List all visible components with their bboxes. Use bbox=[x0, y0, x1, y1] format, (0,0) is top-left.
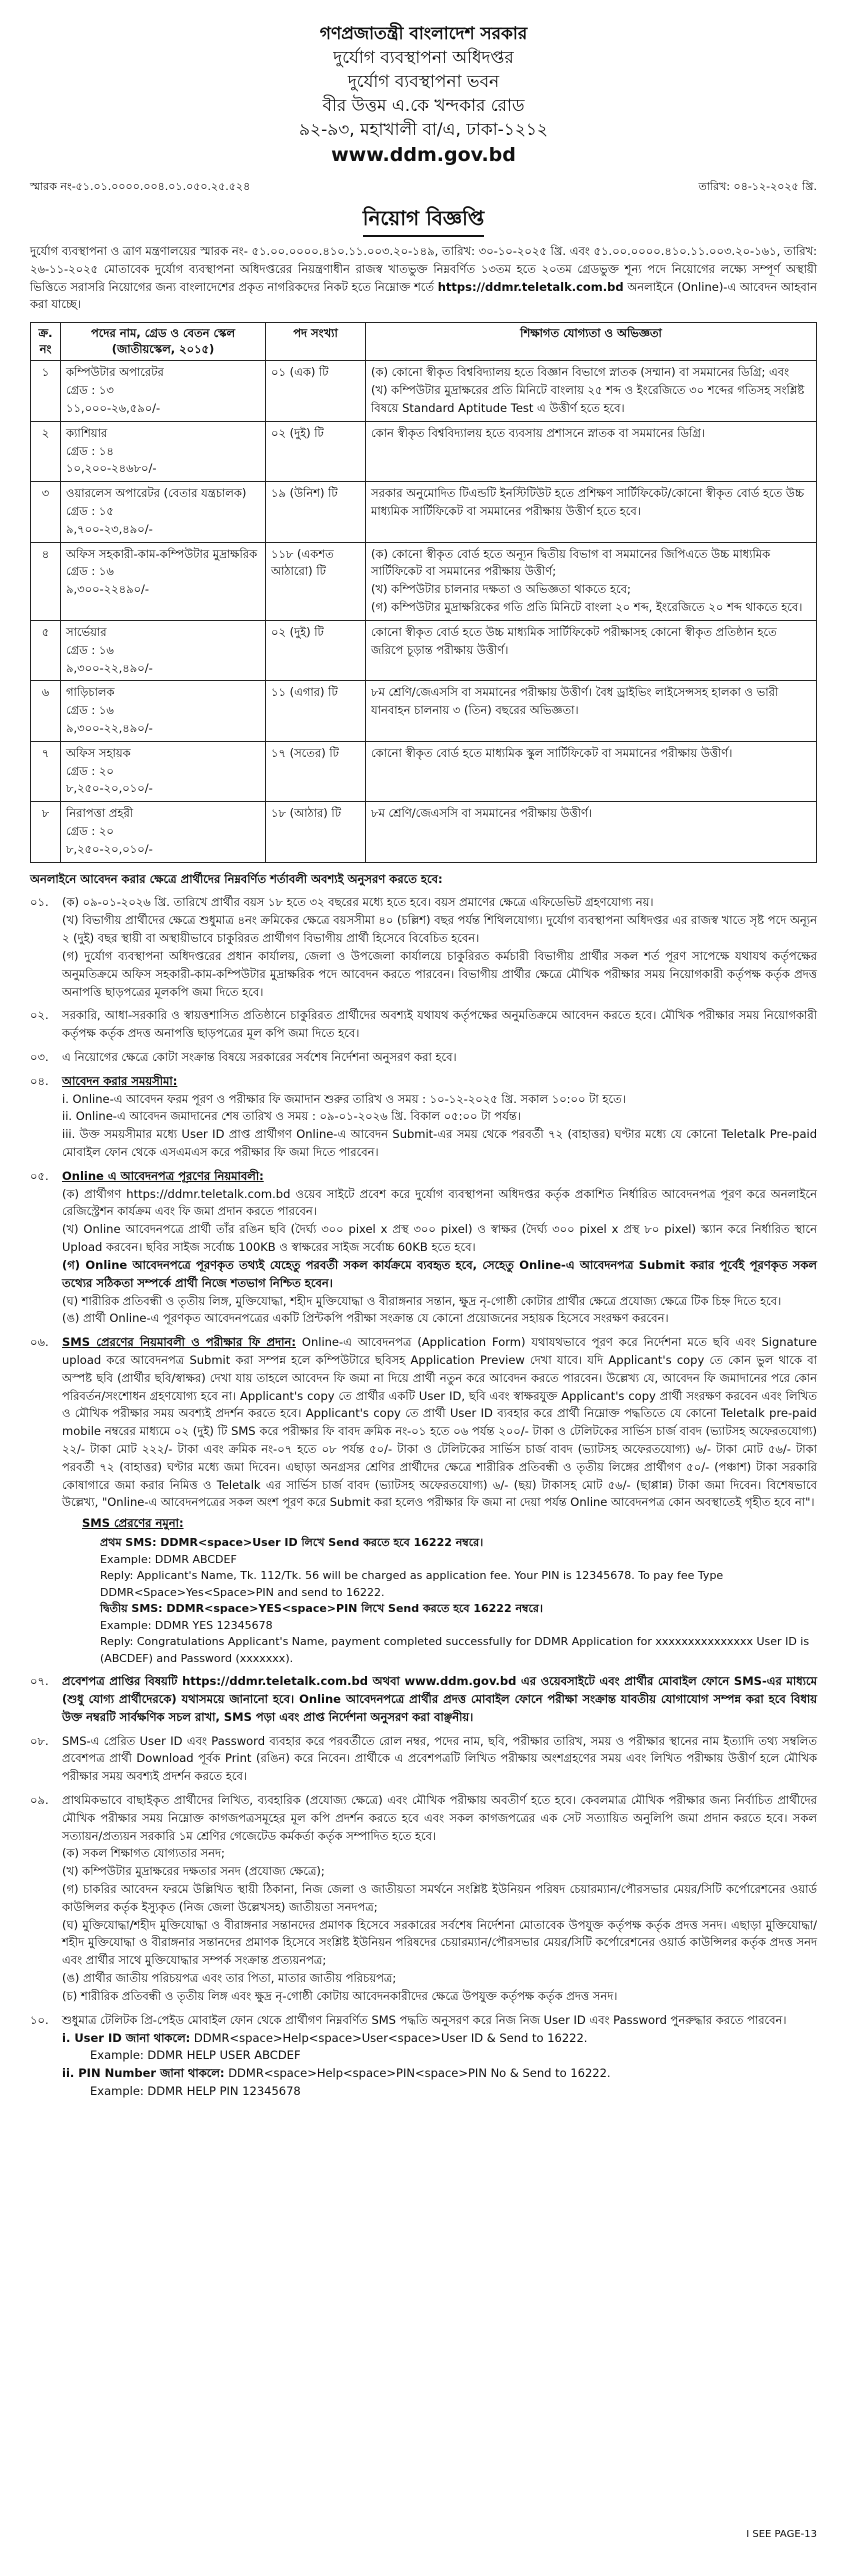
qual-line: (ক) কোনো স্বীকৃত বোর্ড হতে অন্যূন দ্বিতীয় বিভাগ বা সমমানের জিপিএতে উচ্চ মাধ্যমিক সার্টিফিকেট বা সমমানের পরীক্ষায় উত্তীর্ণ; bbox=[371, 546, 771, 579]
row-post bbox=[61, 421, 266, 481]
notice-title: নিয়োগ বিজ্ঞপ্তি bbox=[363, 203, 485, 237]
row-post bbox=[61, 482, 266, 542]
row-qualification bbox=[366, 421, 817, 481]
post-scale: ৮,২৫০-২০,০১০/- bbox=[66, 781, 153, 796]
condition-08 bbox=[30, 1733, 817, 1786]
condition-07 bbox=[30, 1673, 817, 1726]
header-road: বীর উত্তম এ.কে খন্দকার রোড bbox=[322, 96, 525, 116]
condition-sub: (খ) কম্পিউটার মুদ্রাক্ষরের দক্ষতার সনদ (প্রযোজ্য ক্ষেত্রে); bbox=[62, 1864, 325, 1879]
sms-first-text: DDMR<space>User ID লিখে Send করতে হবে 16222 নম্বরে। bbox=[156, 1536, 484, 1550]
recover-user-id-example: Example: DDMR HELP USER ABCDEF bbox=[90, 2048, 301, 2063]
post-name: কম্পিউটার অপারেটর bbox=[66, 365, 164, 380]
row-serial: ৬ bbox=[31, 681, 61, 741]
table-row bbox=[31, 361, 817, 421]
col-header-post: পদের নাম, গ্রেড ও বেতন স্কেল (জাতীয়স্কেল, ২০১৫) bbox=[61, 323, 266, 361]
post-scale: ১১,০০০-২৬,৫৯০/- bbox=[66, 400, 161, 415]
condition-number: ০৩. bbox=[30, 1049, 49, 1064]
intro-paragraph bbox=[30, 243, 817, 314]
condition-number: ০১. bbox=[30, 895, 49, 910]
condition-sub: (ঘ) শারীরিক প্রতিবন্ধী ও তৃতীয় লিঙ্গ, মুক্তিযোদ্ধা, শহীদ মুক্তিযোদ্ধা ও বীরাঙ্গনার সন্তান, ক্ষুদ্র নৃ-গোষ্ঠী কোটার প্রার্থীর ক্ষেত্রে প্রযোজ্য ক্ষেত্রে টিক চিহ্ন দিতে হবে। bbox=[62, 1293, 782, 1308]
qual-line: (খ) কম্পিউটার মুদ্রাক্ষরের প্রতি মিনিটে বাংলায় ২৫ শব্দ ও ইংরেজিতে ৩০ শব্দের গতিসহ সংশ্লিষ্ট বিষয়ে Standard Aptitude Test এ উত্তীর্ণ হতে হবে। bbox=[371, 383, 805, 415]
condition-number: ০৮. bbox=[30, 1733, 49, 1748]
post-scale: ১০,২০০-২৪৬৮০/- bbox=[66, 461, 157, 476]
recover-pin-label: ii. PIN Number জানা থাকলে: bbox=[62, 2066, 225, 2081]
condition-sub: (ক) ০৯-০১-২০২৬ খ্রি. তারিখে প্রার্থীর বয়স ১৮ হতে ৩২ বছরের মধ্যে হতে হবে। বয়স প্রমাণের ক্ষেত্রে এফিডেভিট গ্রহণযোগ্য নয়। bbox=[62, 895, 654, 910]
condition-02 bbox=[30, 1007, 817, 1043]
post-name: সার্ভেয়ার bbox=[66, 624, 107, 639]
qual-line: কোনো স্বীকৃত বোর্ড হতে মাধ্যমিক স্কুল সার্টিফিকেট বা সমমানের পরীক্ষায় উত্তীর্ণ। bbox=[371, 745, 733, 760]
condition-number: ০৬. bbox=[30, 1335, 49, 1350]
condition-body: এ নিয়োগের ক্ষেত্রে কোটা সংক্রান্ত বিষয়ে সরকারের সর্বশেষ নির্দেশনা অনুসরণ করা হবে। bbox=[62, 1049, 457, 1064]
intro-text-post: অনলাইনে (Online)-এ আবেদন আহবান করা যাচ্ছে। bbox=[30, 279, 817, 312]
post-grade: গ্রেড : ১৬ bbox=[66, 642, 114, 657]
table-header-row bbox=[31, 323, 817, 361]
condition-body: SMS-এ প্রেরিত User ID এবং Password ব্যবহার করে পরবর্তীতে রোল নম্বর, পদের নাম, ছবি, পরীক্ষার তারিখ, সময় ও পরীক্ষার স্থানের নাম ইত্যাদি তথ্য সম্বলিত প্রবেশপত্র প্রার্থী Download পূর্বক Print (রঙিন) করে নিবেন। প্রার্থীকে এ প্রবেশপত্রটি লিখিত পরীক্ষায় অংশগ্রহণের সময় এবং লিখিত পরীক্ষায় উত্তীর্ণ হলে মৌখিক পরীক্ষার সময় অবশ্যই প্রদর্শন করতে হবে। bbox=[62, 1733, 817, 1784]
col-header-qualification: শিক্ষাগত যোগ্যতা ও অভিজ্ঞতা bbox=[366, 323, 817, 361]
condition-body bbox=[62, 1792, 817, 2006]
row-count: ০২ (দুই) টি bbox=[266, 421, 366, 481]
condition-number: ০৫. bbox=[30, 1168, 49, 1183]
condition-06 bbox=[30, 1334, 817, 1512]
recover-user-id-label: i. User ID জানা থাকলে: bbox=[62, 2030, 191, 2045]
letterhead bbox=[30, 22, 817, 168]
post-grade: গ্রেড : ১৪ bbox=[66, 443, 114, 458]
row-qualification bbox=[366, 542, 817, 620]
row-count: ১৮ (আঠার) টি bbox=[266, 802, 366, 862]
row-qualification bbox=[366, 620, 817, 680]
condition-sub: (ক) সকল শিক্ষাগত যোগ্যতার সনদ; bbox=[62, 1846, 225, 1861]
row-serial: ২ bbox=[31, 421, 61, 481]
recover-pin-example: Example: DDMR HELP PIN 12345678 bbox=[90, 2083, 301, 2098]
post-name: নিরাপত্তা প্রহরী bbox=[66, 806, 134, 821]
online-rules-heading: Online এ আবেদনপত্র পূরণের নিয়মাবলী: bbox=[62, 1168, 264, 1183]
col-header-serial: ক্র. নং bbox=[31, 323, 61, 361]
row-serial: ৭ bbox=[31, 741, 61, 801]
row-count: ১৯ (উনিশ) টি bbox=[266, 482, 366, 542]
condition-number: ০২. bbox=[30, 1008, 49, 1023]
post-grade: গ্রেড : ১৬ bbox=[66, 564, 114, 579]
post-scale: ৯,৩০০-২২,৪৯০/- bbox=[66, 720, 153, 735]
condition-10 bbox=[30, 2012, 817, 2101]
deadline-heading: আবেদন করার সময়সীমা: bbox=[62, 1073, 178, 1088]
sms-second-label: দ্বিতীয় SMS: bbox=[100, 1602, 163, 1616]
row-qualification bbox=[366, 741, 817, 801]
qual-line: ৮ম শ্রেণি/জেএসসি বা সমমানের পরীক্ষায় উত্তীর্ণ। bbox=[371, 806, 593, 821]
post-scale: ৯,৩০০-২২,৪৯০/- bbox=[66, 660, 153, 675]
row-serial: ৩ bbox=[31, 482, 61, 542]
posts-table bbox=[30, 322, 817, 862]
condition-sub: i. Online-এ আবেদন ফরম পূরণ ও পরীক্ষার ফি জমাদান শুরুর তারিখ ও সময় : ১০-১২-২০২৫ খ্রি. সকাল ১০:০০ টা হতে। bbox=[62, 1091, 626, 1106]
condition-sub: (ঘ) মুক্তিযোদ্ধা/শহীদ মুক্তিযোদ্ধা ও বীরাঙ্গনার সন্তানদের প্রমাণক হিসেবে সরকারের সর্বশেষ নির্দেশনা মোতাবেক উপযুক্ত কর্তৃপক্ষ কর্তৃক প্রদত্ত সনদ। এছাড়া মুক্তিযোদ্ধা/শহীদ মুক্তিযোদ্ধা ও বীরাঙ্গনার সন্তানদের প্রমাণক হিসেবে সংশ্লিষ্ট ইউনিয়ন পরিষদের চেয়ারম্যান/পৌরসভার মেয়র/সিটি কর্পোরেশনের ওয়ার্ড কাউন্সিলর কর্তৃক প্রদত্ত সনদ এবং প্রার্থীর সাথে মুক্তিযোদ্ধার সম্পর্ক সংক্রান্ত প্রত্যয়নপত্র; bbox=[62, 1917, 817, 1968]
post-name: অফিস সহকারী-কাম-কম্পিউটার মুদ্রাক্ষরিক bbox=[66, 546, 258, 561]
condition-01 bbox=[30, 894, 817, 1001]
sms-rules-heading: SMS প্রেরণের নিয়মাবলী ও পরীক্ষার ফি প্রদান: bbox=[62, 1335, 296, 1350]
header-government: গণপ্রজাতন্ত্রী বাংলাদেশ সরকার bbox=[319, 24, 528, 44]
condition-body bbox=[62, 1168, 817, 1328]
condition-number: ০৭. bbox=[30, 1674, 49, 1689]
qual-line: (গ) কম্পিউটার মুদ্রাক্ষরিকের গতি প্রতি মিনিটে বাংলা ২০ শব্দ, ইংরেজিতে ২০ শব্দ থাকতে হবে। bbox=[371, 600, 803, 615]
condition-text: শুধুমাত্র টেলিটক প্রি-পেইড মোবাইল ফোন থেকে প্রার্থীগণ নিম্নবর্ণিত SMS পদ্ধতি অনুসরণ করে নিজ নিজ User ID এবং Password পুনরুদ্ধার করতে পারবেন। bbox=[62, 2012, 787, 2027]
col-header-count: পদ সংখ্যা bbox=[266, 323, 366, 361]
condition-05 bbox=[30, 1168, 817, 1328]
condition-number: ১০. bbox=[30, 2012, 49, 2027]
qual-line: কোন স্বীকৃত বিশ্ববিদ্যালয় হতে ব্যবসায় প্রশাসনে স্নাতক বা সমমানের ডিগ্রি। bbox=[371, 425, 706, 440]
condition-sub: ii. Online-এ আবেদন জমাদানের শেষ তারিখ ও সময় : ০৯-০১-২০২৬ খ্রি. বিকাল ০৫:০০ টা পর্যন্ত। bbox=[62, 1109, 521, 1124]
table-row bbox=[31, 741, 817, 801]
row-post bbox=[61, 802, 266, 862]
row-post bbox=[61, 681, 266, 741]
recover-pin bbox=[62, 2065, 817, 2083]
row-count: ০১ (এক) টি bbox=[266, 361, 366, 421]
table-row bbox=[31, 802, 817, 862]
see-page-note: I SEE PAGE-13 bbox=[746, 2528, 817, 2540]
header-department: দুর্যোগ ব্যবস্থাপনা অধিদপ্তর bbox=[333, 48, 514, 68]
condition-sub: (চ) শারীরিক প্রতিবন্ধী ও তৃতীয় লিঙ্গ এবং ক্ষুদ্র নৃ-গোষ্ঠী কোটায় আবেদনকারীদের ক্ষেত্রে উপযুক্ত কর্তৃপক্ষ কর্তৃক প্রদত্ত সনদ। bbox=[62, 1988, 618, 2003]
condition-sub: (গ) দুর্যোগ ব্যবস্থাপনা অধিদপ্তরের প্রধান কার্যালয়, জেলা ও উপজেলা কার্যালয়ে চাকুরিরত কর্মচারী বিভাগীয় প্রার্থীর সকল শর্ত পূরণ সাপেক্ষে যথাযথ কর্তৃপক্ষের অনুমতিক্রমে অফিস সহকারী-কাম-কম্পিউটার মুদ্রাক্ষরিক পদে আবেদন করতে পারবেন। বিভাগীয় প্রার্থীর ক্ষেত্রে মৌখিক পরীক্ষার সময় নিয়োগকারী কর্তৃপক্ষ কর্তৃক প্রদত্ত অনাপত্তি ছাড়পত্রের মূলকপি জমা দিতে হবে। bbox=[62, 948, 817, 999]
condition-body bbox=[62, 1334, 817, 1512]
recover-user-id bbox=[62, 2030, 817, 2048]
row-count: ১১৮ (একশত আঠারো) টি bbox=[266, 542, 366, 620]
table-row bbox=[31, 482, 817, 542]
row-qualification bbox=[366, 482, 817, 542]
qual-line: (খ) কম্পিউটার চালনার দক্ষতা ও অভিজ্ঞতা থাকতে হবে; bbox=[371, 582, 631, 597]
row-qualification bbox=[366, 361, 817, 421]
qual-line: সরকার অনুমোদিত টিএন্ডটি ইনস্টিটিউট হতে প্রশিক্ষণ সার্টিফিকেট/কোনো স্বীকৃত বোর্ড হতে উচ্চ মাধ্যমিক সার্টিফিকেট বা সমমানের পরীক্ষায় উত্তীর্ণ হতে হবে। bbox=[371, 486, 805, 519]
title-wrap bbox=[30, 203, 817, 237]
sms-sample-block bbox=[100, 1535, 817, 1667]
condition-sub: (খ) বিভাগীয় প্রার্থীদের ক্ষেত্রে শুধুমাত্র ৪নং ক্রমিকের ক্ষেত্রে বয়সসীমা ৪০ (চল্লিশ) বছর পর্যন্ত শিথিলযোগ্য। দুর্যোগ ব্যবস্থাপনা অধিদপ্তর এর রাজস্ব খাতে সৃষ্ট পদে অন্যূন ২ (দুই) বছর স্থায়ী বা অস্থায়ীভাবে চাকুরিরত প্রার্থীগণ বিভাগীয় প্রার্থী হিসেবে বিবেচিত হবেন। bbox=[62, 913, 817, 946]
post-name: ওয়ারলেস অপারেটর (বেতার যন্ত্রচালক) bbox=[66, 486, 247, 501]
row-serial: ১ bbox=[31, 361, 61, 421]
recover-pin-text: DDMR<space>Help<space>PIN<space>PIN No & Send to 16222. bbox=[224, 2066, 611, 2081]
condition-body bbox=[62, 2012, 817, 2101]
condition-03 bbox=[30, 1049, 817, 1067]
sms-example-1: Example: DDMR ABCDEF bbox=[100, 1552, 237, 1566]
condition-04 bbox=[30, 1073, 817, 1162]
memo-number: স্মারক নং-৫১.০১.০০০০.০০৪.০১.০৫০.২৫.৫২৪ bbox=[30, 180, 251, 193]
conditions-heading: অনলাইনে আবেদন করার ক্ষেত্রে প্রার্থীদের নিম্নবর্ণিত শর্তাবলী অবশ্যই অনুসরণ করতে হবে: bbox=[30, 871, 443, 886]
condition-body bbox=[62, 1073, 817, 1162]
header-building: দুর্যোগ ব্যবস্থাপনা ভবন bbox=[347, 72, 500, 92]
condition-number: ০৪. bbox=[30, 1073, 49, 1088]
condition-sub: (গ) চাকরির আবেদন ফরমে উল্লিখিত স্থায়ী ঠিকানা, নিজ জেলা ও জাতীয়তা সমর্থনে সংশ্লিষ্ট ইউনিয়ন পরিষদ চেয়ারম্যান/পৌরসভার মেয়র/সিটি কর্পোরেশনের ওয়ার্ড কাউন্সিলর কর্তৃক ইস্যুকৃত (নিজ জেলা উল্লেখসহ) জাতীয়তা সনদপত্র; bbox=[62, 1882, 817, 1914]
condition-sub: (গ) Online আবেদনপত্রে পূরণকৃত তথ্যই যেহেতু পরবর্তী সকল কার্যক্রমে ব্যবহৃত হবে, সেহেতু Online-এ আবেদনপত্র Submit করার পূর্বেই পূরণকৃত সকল তথ্যের সঠিকতা সম্পর্কে প্রার্থী নিজে শতভাগ নিশ্চিত হবেন। bbox=[62, 1257, 817, 1290]
intro-text-pre: দুর্যোগ ব্যবস্থাপনা ও ত্রাণ মন্ত্রণালয়ের স্মারক নং- ৫১.০০.০০০০.৪১০.১১.০০৩.২০-১৪৯, তারিখ: ৩০-১০-২০২৫ খ্রি. এবং ৫১.০০.০০০০.৪১০.১১.০০৩.২০-১৬১, তারিখ: ২৬-১১-২০২৫ মোতাবেক দুর্যোগ ব্যবস্থাপনা অধিদপ্তরের নিয়ন্ত্রণাধীন রাজস্ব খাতভুক্ত নিম্নবর্ণিত ১৩তম হতে ২০তম গ্রেডভুক্ত শূন্য পদে নিয়োগের লক্ষ্যে সম্পূর্ণ অস্থায়ী ভিত্তিতে সরাসরি নিয়োগের জন্য বাংলাদেশের প্রকৃত নাগরিকদের নিকট হতে নিম্নোক্ত শর্তে bbox=[30, 244, 817, 294]
sms-second-text: DDMR<space>YES<space>PIN লিখে Send করতে হবে 16222 নম্বরে। bbox=[162, 1602, 543, 1616]
condition-body: প্রবেশপত্র প্রাপ্তির বিষয়টি https://ddmr.teletalk.com.bd অথবা www.ddm.gov.bd এর ওয়েবসাইটে এবং প্রার্থীর মোবাইল ফোনে SMS-এর মাধ্যমে (শুধু যোগ্য প্রার্থীদেরকে) যথাসময়ে জানানো হবে। Online আবেদনপত্রে প্রার্থীর প্রদত্ত মোবাইল ফোনে পরীক্ষা সংক্রান্ত যাবতীয় যোগাযোগ সম্পন্ন করা হবে বিধায় উক্ত নম্বরটি সার্বক্ষণিক সচল রাখা, SMS পড়া এবং প্রাপ্ত নির্দেশনা অনুসরণ করা বাঞ্ছনীয়। bbox=[62, 1674, 817, 1724]
condition-text: প্রাথমিকভাবে বাছাইকৃত প্রার্থীদের লিখিত, ব্যবহারিক (প্রযোজ্য ক্ষেত্রে) এবং মৌখিক পরীক্ষায় অবতীর্ণ হতে হবে। কেবলমাত্র মৌখিক পরীক্ষার জন্য নির্বাচিত প্রার্থীদের মৌখিক পরীক্ষার সময় নিম্নোক্ত কাগজপত্রসমূহের মূল কপি প্রদর্শন করতে হবে এবং সকল কাগজপত্রের এক সেট সত্যায়িত অনুলিপি জমা প্রদান করতে হবে। সকল সত্যায়ন/প্রত্যয়ন সরকারি ১ম শ্রেণির গেজেটেড কর্মকর্তা কর্তৃক সম্পাদিত হতে হবে। bbox=[62, 1792, 817, 1843]
post-name: অফিস সহায়ক bbox=[66, 745, 131, 760]
post-scale: ৮,২৫০-২০,০১০/- bbox=[66, 841, 153, 856]
row-qualification bbox=[366, 802, 817, 862]
row-count: ১১ (এগার) টি bbox=[266, 681, 366, 741]
condition-body: সরকারি, আধা-সরকারি ও স্বায়ত্তশাসিত প্রতিষ্ঠানে চাকুরিরত প্রার্থীদের অবশ্যই যথাযথ কর্তৃপক্ষের অনুমতিক্রমে আবেদন করতে হবে। মৌখিক পরীক্ষার সময় নিয়োগকারী কর্তৃপক্ষ কর্তৃক প্রদত্ত অনাপত্তি ছাড়পত্রের মূল কপি জমা দিতে হবে। bbox=[62, 1008, 817, 1041]
qual-line: (ক) কোনো স্বীকৃত বিশ্ববিদ্যালয় হতে বিজ্ঞান বিভাগে স্নাতক (সম্মান) বা সমমানের ডিগ্রি; এবং bbox=[371, 365, 790, 380]
qual-line: কোনো স্বীকৃত বোর্ড হতে উচ্চ মাধ্যমিক সার্টিফিকেট পরীক্ষাসহ কোনো স্বীকৃত প্রতিষ্ঠান হতে জরিপে চূড়ান্ত পরীক্ষায় উত্তীর্ণ। bbox=[371, 624, 777, 657]
condition-sub: (ঙ) প্রার্থী Online-এ পূরণকৃত আবেদনপত্রের একটি প্রিন্টকপি পরীক্ষা সংক্রান্ত যে কোনো প্রয়োজনের সহায়ক হিসেবে সংরক্ষণ করবেন। bbox=[62, 1311, 669, 1326]
post-name: গাড়িচালক bbox=[66, 685, 115, 700]
condition-09 bbox=[30, 1792, 817, 2006]
sms-reply-1: Reply: Applicant's Name, Tk. 112/Tk. 56 will be charged as application fee. Your PIN is 12345678. To pay fee Type DDMR<Space>Yes<Space>PIN and send to 16222. bbox=[100, 1569, 724, 1599]
row-serial: ৮ bbox=[31, 802, 61, 862]
sms-first-line bbox=[100, 1535, 817, 1552]
post-name: ক্যাশিয়ার bbox=[66, 425, 108, 440]
table-row bbox=[31, 542, 817, 620]
sms-example-2: Example: DDMR YES 12345678 bbox=[100, 1618, 273, 1632]
sms-first-label: প্রথম SMS: bbox=[100, 1536, 157, 1550]
header-website: www.ddm.gov.bd bbox=[331, 144, 516, 166]
post-grade: গ্রেড : ১৬ bbox=[66, 703, 114, 718]
sms-reply-2: Reply: Congratulations Applicant's Name, payment completed successfully for DDMR Application for xxxxxxxxxxxxxxx User ID is (ABCDEF) and Password (xxxxxxx). bbox=[100, 1635, 810, 1665]
row-qualification bbox=[366, 681, 817, 741]
condition-sub: (ক) প্রার্থীগণ https://ddmr.teletalk.com.bd ওয়েব সাইটে প্রবেশ করে দুর্যোগ ব্যবস্থাপনা অধিদপ্তর কর্তৃক প্রকাশিত নির্ধারিত আবেদনপত্র পূরণ করে অনলাইনে রেজিস্ট্রেশন কার্যক্রম এবং ফি জমা প্রদান করতে পারবেন। bbox=[62, 1186, 817, 1219]
row-post bbox=[61, 620, 266, 680]
recover-user-id-text: DDMR<space>Help<space>User<space>User ID & Send to 16222. bbox=[190, 2030, 588, 2045]
table-row bbox=[31, 681, 817, 741]
condition-sub: (ঙ) প্রার্থীর জাতীয় পরিচয়পত্র এবং তার পিতা, মাতার জাতীয় পরিচয়পত্র; bbox=[62, 1971, 397, 1986]
condition-number: ০৯. bbox=[30, 1792, 49, 1807]
row-count: ০২ (দুই) টি bbox=[266, 620, 366, 680]
memo-date: তারিখ: ০৪-১২-২০২৫ খ্রি. bbox=[698, 180, 817, 193]
row-post bbox=[61, 361, 266, 421]
row-serial: ৫ bbox=[31, 620, 61, 680]
memo-row bbox=[30, 178, 817, 195]
table-row bbox=[31, 620, 817, 680]
row-post bbox=[61, 542, 266, 620]
header-address: ৯২-৯৩, মহাখালী বা/এ, ঢাকা-১২১২ bbox=[299, 120, 548, 140]
post-grade: গ্রেড : ১৫ bbox=[66, 504, 114, 519]
sms-rules-text: Online-এ আবেদনপত্র (Application Form) যথাযথভাবে পূরণ করে নির্দেশনা মতে ছবি এবং Signature upload করে আবেদনপত্র Submit করা সম্পন্ন হলে কম্পিউটারে ছবিসহ Application Preview দেখা যাবে। যদি Applicant's copy তে কোন ভুল থাকে বা অস্পষ্ট ছবি (প্রার্থীর ছবি/স্বাক্ষর) দেখা যায় তাহলে আবেদন ফি জমা না দিয়ে প্রার্থী নতুন করে আবেদন করতে পারবেন। উল্লেখ্য যে, আবেদন ফি জমাদানের পরে কোন পরিবর্তন/সংশোধন গ্রহণযোগ্য হবে না। Applicant's copy তে প্রার্থীর একটি User ID, ছবি এবং স্বাক্ষরযুক্ত Applicant's copy প্রার্থী সংরক্ষণ করবেন এবং লিখিত ও মৌখিক পরীক্ষার সময় অবশ্যই প্রদর্শন করতে হবে। Applicant's copy তে প্রার্থী User ID ব্যবহার করে প্রার্থী নিম্নোক্ত পদ্ধতিতে যে কোনো Teletalk pre-paid mobile নম্বরের মাধ্যমে ০২ (দুই) টি SMS করে পরীক্ষার ফি বাবদ ক্রমিক নং-০১ হতে ০৬ পর্যন্ত ২০০/- টাকা ও টেলিটকের সার্ভিস চার্জ বাবদ (ভ্যাটসহ অফেরতযোগ্য) ২২/- টাকা মোট ২২২/- টাকা এবং ক্রমিক নং-০৭ হতে ০৮ পর্যন্ত ৫০/- টাকা ও টেলিটকের সার্ভিস চার্জ বাবদ (ভ্যাটসহ অফেরতযোগ্য) ৬/- টাকা মোট ৫৬/- টাকা পরবর্তী ৭২ (বাহাত্তর) ঘণ্টার মধ্যে জমা দিবেন। এছাড়া অনগ্রসর শ্রেণির প্রার্থীদের ক্ষেত্রে শারীরিক প্রতিবন্ধী ও তৃতীয় লিঙ্গের প্রার্থীগণ ৫০/- (পঞ্চাশ) টাকা সরকারি কোষাগারে জমা করার নিমিত্ত ও Teletalk এর সার্ভিস চার্জ বাবদ (ভ্যাটসহ অফেরতযোগ্য) ৬/- (ছয়) টাকাসহ মোট ৫৬/- (ছাপ্পান্ন) টাকা জমা দিবেন। বিশেষভাবে উল্লেখ্য, "Online-এ আবেদনপত্রের সকল অংশ পূরণ করে Submit করা হলেও পরীক্ষার ফি জমা না দেয়া পর্যন্ত Online আবেদনপত্র কোন অবস্থাতেই গৃহীত হবে না"। bbox=[62, 1335, 817, 1510]
post-grade: গ্রেড : ১৩ bbox=[66, 383, 114, 398]
row-serial: ৪ bbox=[31, 542, 61, 620]
post-grade: গ্রেড : ২০ bbox=[66, 824, 114, 839]
sms-second-line bbox=[100, 1601, 817, 1618]
conditions-list bbox=[30, 894, 817, 2100]
sms-sample-title: SMS প্রেরণের নমুনা: bbox=[82, 1516, 184, 1531]
row-post bbox=[61, 741, 266, 801]
qual-line: ৮ম শ্রেণি/জেএসসি বা সমমানের পরীক্ষায় উত্তীর্ণ। বৈধ ড্রাইভিং লাইসেন্সসহ হালকা ও ভারী যানবাহন চালনায় ৩ (তিন) বছরের অভিজ্ঞতা। bbox=[371, 685, 779, 718]
row-count: ১৭ (সতের) টি bbox=[266, 741, 366, 801]
table-row bbox=[31, 421, 817, 481]
post-scale: ৯,৭০০-২৩,৪৯০/- bbox=[66, 521, 153, 536]
condition-sub: iii. উক্ত সময়সীমার মধ্যে User ID প্রাপ্ত প্রার্থীগণ Online-এ আবেদন Submit-এর সময় থেকে পরবর্তী ৭২ (বাহাত্তর) ঘণ্টার মধ্যে যে কোনো Teletalk Pre-paid মোবাইল ফোন থেকে এসএমএস করে পরীক্ষার ফি জমা দিতে পারবেন। bbox=[62, 1127, 817, 1160]
post-scale: ৯,৩০০-২২৪৯০/- bbox=[66, 582, 150, 597]
condition-body bbox=[62, 894, 817, 1001]
intro-link: https://ddmr.teletalk.com.bd bbox=[437, 279, 624, 294]
condition-sub: (খ) Online আবেদনপত্রে প্রার্থী তাঁর রঙিন ছবি (দৈর্ঘ্য ৩০০ pixel x প্রস্থ ৩০০ pixel) ও স্বাক্ষর (দৈর্ঘ্য ৩০০ pixel x প্রস্থ ৮০ pixel) স্ক্যান করে নির্ধারিত স্থানে Upload করবেন। ছবির সাইজ সর্বোচ্চ 100KB ও স্বাক্ষরের সাইজ সর্বোচ্চ 60KB হতে হবে। bbox=[62, 1222, 817, 1255]
post-grade: গ্রেড : ২০ bbox=[66, 763, 114, 778]
